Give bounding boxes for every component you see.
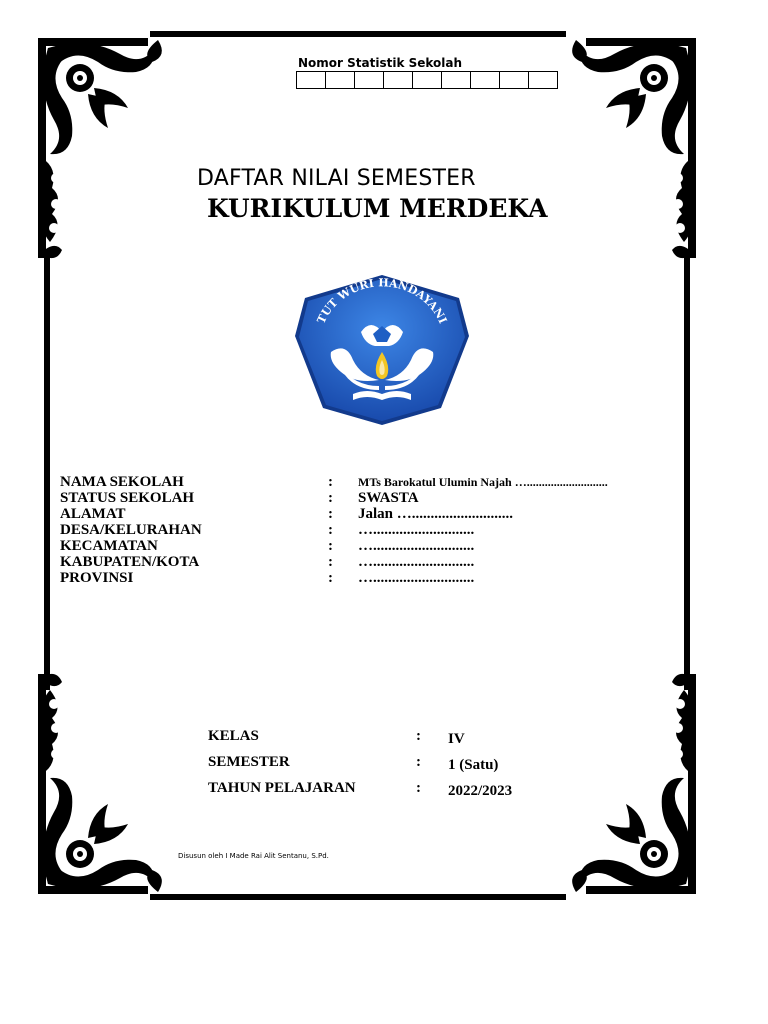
school-info-label: NAMA SEKOLAH: [60, 474, 184, 490]
school-info-value: …...........................: [358, 538, 475, 554]
colon-separator: :: [328, 522, 333, 538]
ornament-bottom-left-icon: [28, 664, 168, 904]
school-info-value: …...........................: [358, 554, 475, 570]
school-info-row: [60, 554, 680, 570]
colon-separator: :: [328, 490, 333, 506]
school-info-row: [60, 490, 680, 506]
nss-digit-box[interactable]: [442, 72, 471, 88]
tut-wuri-handayani-logo: [291, 272, 473, 428]
colon-separator: :: [416, 754, 421, 770]
school-info-label: KECAMATAN: [60, 538, 158, 554]
colon-separator: :: [416, 728, 421, 744]
class-info-row: [208, 728, 568, 754]
school-info-label: DESA/KELURAHAN: [60, 522, 202, 538]
school-info-value: Jalan …...........................: [358, 506, 514, 522]
class-info-value: 1 (Satu): [448, 757, 499, 773]
logo-motto-text: TUT WURI HANDAYANI: [314, 276, 450, 326]
colon-separator: :: [328, 474, 333, 490]
school-info-label: ALAMAT: [60, 506, 126, 522]
class-info-list: [208, 728, 568, 806]
nss-digit-box[interactable]: [500, 72, 529, 88]
frame-bottom-border: [150, 894, 566, 900]
school-info-label: KABUPATEN/KOTA: [60, 554, 200, 570]
school-info-label: STATUS SEKOLAH: [60, 490, 195, 506]
class-info-label: TAHUN PELAJARAN: [208, 780, 356, 796]
ornament-top-right-icon: [566, 28, 706, 268]
nss-digit-box[interactable]: [355, 72, 384, 88]
school-info-row: [60, 538, 680, 554]
school-info-row: [60, 570, 680, 586]
school-info-row: [60, 506, 680, 522]
frame-left-border: [44, 250, 50, 690]
nss-input-boxes[interactable]: [296, 71, 558, 89]
school-info-row: [60, 474, 680, 490]
class-info-row: [208, 754, 568, 780]
colon-separator: :: [328, 506, 333, 522]
ornament-bottom-right-icon: [566, 664, 706, 904]
nss-digit-box[interactable]: [384, 72, 413, 88]
nss-digit-box[interactable]: [471, 72, 500, 88]
colon-separator: :: [328, 570, 333, 586]
nss-digit-box[interactable]: [297, 72, 326, 88]
nss-digit-box[interactable]: [413, 72, 442, 88]
page-subtitle: KURIKULUM MERDEKA: [207, 194, 548, 223]
class-info-value: 2022/2023: [448, 783, 513, 799]
school-info-row: [60, 522, 680, 538]
author-credit: Disusun oleh I Made Rai Alit Sentanu, S.Pd.: [178, 852, 329, 860]
class-info-row: [208, 780, 568, 806]
school-info-label: PROVINSI: [60, 570, 134, 586]
frame-right-border: [684, 250, 690, 690]
page-title: DAFTAR NILAI SEMESTER: [197, 166, 476, 191]
school-info-list: [60, 474, 680, 586]
school-info-value: MTs Barokatul Ulumin Najah …...........................: [358, 475, 608, 489]
nss-digit-box[interactable]: [529, 72, 558, 88]
school-info-value: …...........................: [358, 570, 475, 586]
nss-digit-box[interactable]: [326, 72, 355, 88]
ornament-top-left-icon: [28, 28, 168, 268]
nss-label: Nomor Statistik Sekolah: [298, 56, 463, 70]
school-info-value: …...........................: [358, 522, 475, 538]
colon-separator: :: [328, 554, 333, 570]
class-info-value: IV: [448, 731, 465, 747]
frame-top-border: [150, 31, 566, 37]
class-info-label: SEMESTER: [208, 754, 290, 770]
school-info-value: SWASTA: [358, 490, 419, 506]
class-info-label: KELAS: [208, 728, 259, 744]
colon-separator: :: [328, 538, 333, 554]
colon-separator: :: [416, 780, 421, 796]
